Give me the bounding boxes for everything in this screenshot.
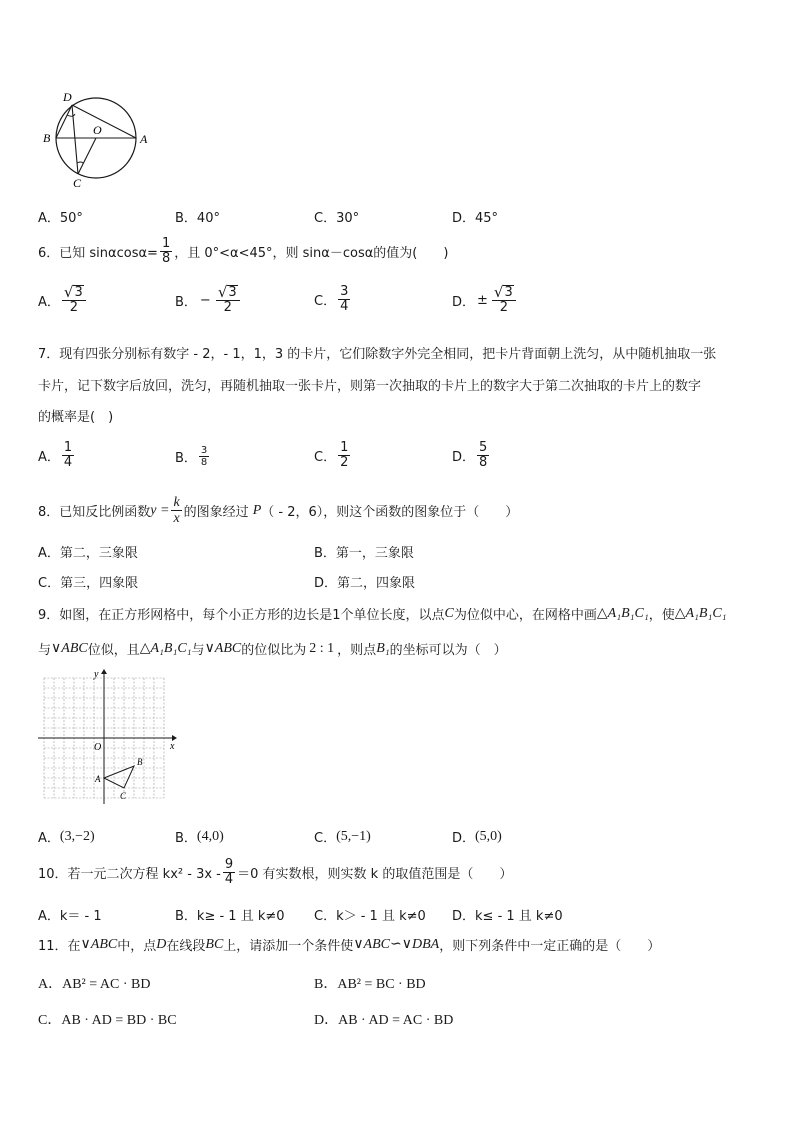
q8-middle: 的图象经过 xyxy=(183,505,249,521)
label-A: A xyxy=(95,774,101,784)
q6-option-c[interactable] xyxy=(314,285,352,315)
q9-option-d[interactable]: D． (5,0) xyxy=(452,828,502,846)
q11-option-a[interactable]: A．AB² = AC · BD xyxy=(38,977,151,992)
q7-option-b[interactable]: B． $\frac{3}{8}$ xyxy=(175,445,208,468)
q5-option-d[interactable]: D．45° xyxy=(452,211,499,226)
q8-prefix: 8．已知反比例函数 xyxy=(38,505,151,521)
label-D: D xyxy=(63,90,72,104)
q5-option-c[interactable]: C．30° xyxy=(314,211,360,226)
q8-option-d[interactable]: D．第二，四象限 xyxy=(314,576,416,591)
label-C: C xyxy=(73,176,82,190)
chord-dc xyxy=(72,105,78,174)
q10-stem xyxy=(38,858,512,888)
label-y: y xyxy=(94,669,99,680)
q10-prefix: 10．若一元二次方程 kx² - 3x - xyxy=(38,867,221,883)
q11-option-d[interactable]: D．AB · AD = AC · BD xyxy=(314,1013,454,1028)
q11-option-b[interactable]: B．AB² = BC · BD xyxy=(314,977,426,992)
label-C: C xyxy=(120,791,127,801)
q8-suffix: （ - 2，6），则这个函数的图象位于（ ） xyxy=(261,505,519,521)
q6-option-b[interactable] xyxy=(175,285,242,316)
angle-mark-d xyxy=(67,114,75,116)
q8-option-c[interactable]: C．第三，四象限 xyxy=(38,576,139,591)
q9-option-a[interactable]: A． (3,−2) xyxy=(38,828,95,846)
q10-suffix: ＝0 有实数根，则实数 k 的取值范围是（ ） xyxy=(237,867,513,883)
q6-stem xyxy=(38,237,448,267)
q6-d-label: D． xyxy=(452,294,476,310)
q9-line2: 与 ∨ABC 位似，且 △A₁B₁C₁ 与 ∨ABC 的位似比为 2 : 1 ，则点 B₁ 的坐标可以为（ ） xyxy=(38,640,507,658)
q7-option-d[interactable]: D． $\frac{5}{8}$ xyxy=(452,440,488,471)
chord-bd xyxy=(56,105,72,138)
q8-option-a[interactable]: A．第二，三象限 xyxy=(38,546,138,561)
q6-d-frac: √ 3 2 xyxy=(492,285,516,316)
q11-option-c[interactable]: C．AB · AD = BD · BC xyxy=(38,1013,177,1028)
q7-line1: 7．现有四张分别标有数字 - 2，- 1，1，3 的卡片，它们除数字外完全相同，把卡片背面朝上洗匀，从中随机抽取一张 xyxy=(38,347,717,362)
y-axis-arrow xyxy=(101,669,107,674)
segment-oc xyxy=(78,138,96,174)
q6-prefix: 6．已知 sinαcosα= xyxy=(38,246,158,262)
q6-c-label: C． xyxy=(314,294,337,310)
q6-a-label: A． xyxy=(38,294,60,310)
q6-frac-den: 8 xyxy=(161,251,171,267)
q6-b-sqrt: √ 3 xyxy=(216,285,240,301)
q9-option-c[interactable]: C． (5,−1) xyxy=(314,828,371,846)
q10-option-a[interactable]: A．k＝ - 1 xyxy=(38,909,102,924)
q10-option-b[interactable]: B．k≥ - 1 且 k≠0 xyxy=(175,909,285,924)
triangle-abc xyxy=(104,766,134,788)
q10-option-d[interactable]: D．k≤ - 1 且 k≠0 xyxy=(452,909,563,924)
label-O: O xyxy=(93,123,102,137)
chord-da xyxy=(72,105,136,138)
q8-fraction: $\frac{k}{x}$ xyxy=(173,495,180,527)
q8-point: P xyxy=(252,502,262,518)
q6-frac-num: 1 xyxy=(161,236,171,251)
label-B: B xyxy=(43,131,51,145)
angle-mark-c xyxy=(77,162,83,163)
q6-a-frac: √ 3 2 xyxy=(62,285,86,316)
q8-option-b[interactable]: B．第一，三象限 xyxy=(314,546,414,561)
q7-option-a[interactable]: A． $\frac{1}{4}$ xyxy=(38,440,73,471)
q7-option-c[interactable]: C． $\frac{1}{2}$ xyxy=(314,440,349,471)
q6-b-sign: − xyxy=(199,292,211,308)
q8-stem xyxy=(38,495,518,527)
q6-suffix: ，且 0°<α<45°，则 sinα－cosα的值为( ) xyxy=(174,246,449,262)
q6-b-label: B． xyxy=(175,294,197,310)
q6-option-d[interactable] xyxy=(452,285,518,316)
q6-a-sqrt: √ 3 xyxy=(62,285,86,301)
q6-b-frac: √ 3 2 xyxy=(216,285,240,316)
q6-option-a[interactable] xyxy=(38,285,88,316)
q6-fraction xyxy=(160,237,172,267)
q5-option-a[interactable]: A．50° xyxy=(38,211,83,226)
label-O: O xyxy=(94,742,102,753)
q6-d-sqrt: √ 3 xyxy=(492,285,516,301)
label-A: A xyxy=(140,132,148,146)
grid-figure xyxy=(36,668,178,806)
q8-fn-lhs: y = xyxy=(150,502,170,518)
q9-line1: 9．如图，在正方形网格中，每个小正方形的边长是1个单位长度，以点 C 为位似中心，在网格中画 △A₁B₁C₁ ，使 △A₁B₁C₁ xyxy=(38,605,727,623)
q9-option-b[interactable]: B． (4,0) xyxy=(175,828,224,846)
circle-figure xyxy=(36,86,156,192)
q10-fraction: $\frac{9}{4}$ xyxy=(224,857,234,888)
q7-line3: 的概率是( ) xyxy=(38,410,114,425)
label-B: B xyxy=(137,757,143,767)
q11-stem: 11．在 ∨ABC 中，点 D 在线段 BC 上，请添加一个条件使 ∨ABC∽∨DBA ，则下列条件中一定正确的是（ ） xyxy=(38,936,661,954)
q5-option-b[interactable]: B．40° xyxy=(175,211,220,226)
label-x: x xyxy=(170,741,175,752)
q6-c-frac: $\frac{3}{4}$ xyxy=(340,284,349,315)
q10-option-c[interactable]: C．k＞ - 1 且 k≠0 xyxy=(314,909,426,924)
q7-line2: 卡片，记下数字后放回，洗匀，再随机抽取一张卡片，则第一次抽取的卡片上的数字大于第二次抽取的卡片上的数字 xyxy=(38,379,702,394)
q6-d-sign: ± xyxy=(477,292,488,308)
